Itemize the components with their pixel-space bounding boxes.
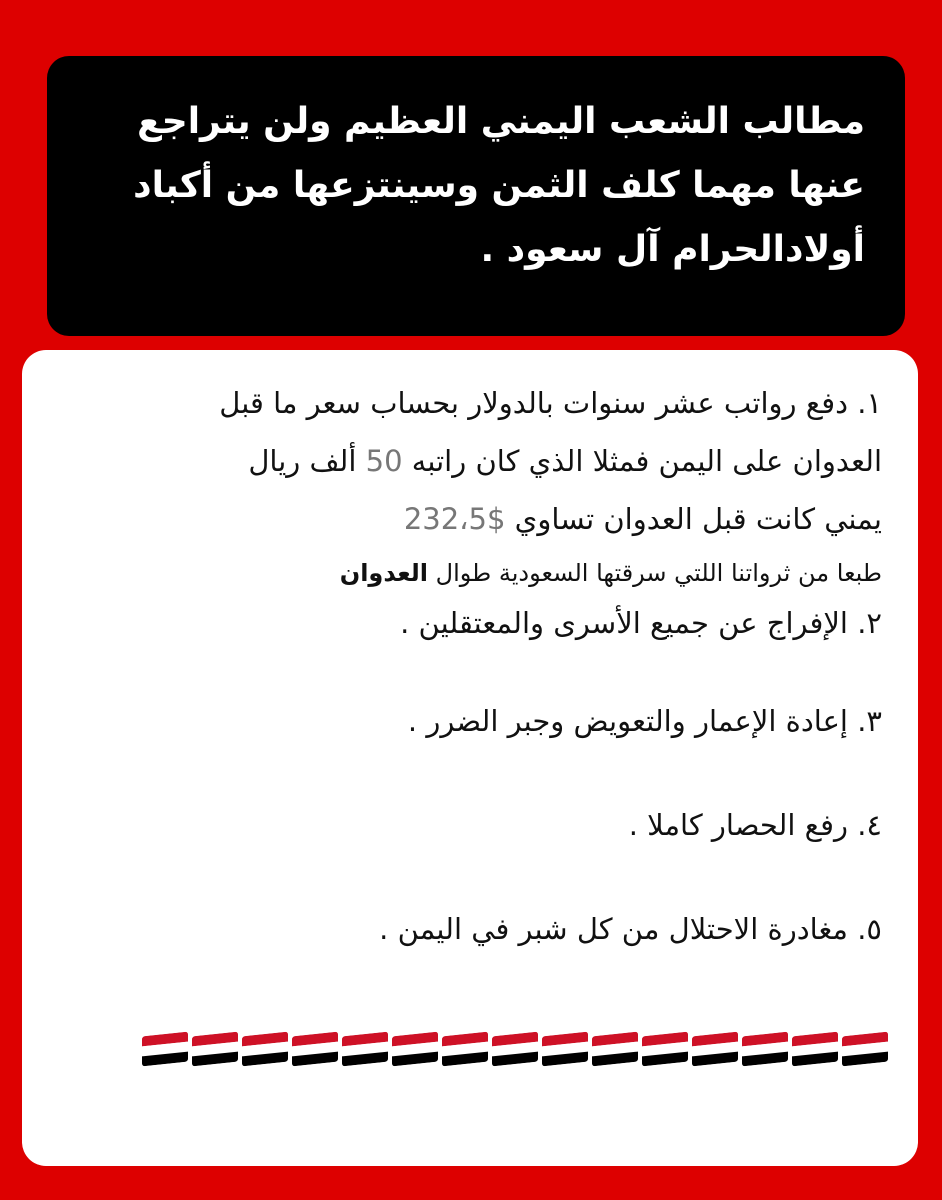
- yemen-flag-icon: [142, 1032, 188, 1067]
- demands-card: [22, 350, 918, 1166]
- header-line-3: أولادالحرام آل سعود .: [480, 229, 865, 270]
- header-banner: [47, 56, 905, 336]
- item1-line1: ١. دفع رواتب عشر سنوات بالدولار بحساب سعر ما قبل: [219, 386, 882, 420]
- yemen-flag-icon: [642, 1032, 688, 1067]
- item1-dollar-amount: 232،5$: [403, 502, 506, 536]
- item1-line4: [50, 548, 882, 598]
- item1-line2-before: العدوان على اليمن فمثلا الذي كان راتبه: [402, 444, 882, 478]
- yemen-flag-icon: [742, 1032, 788, 1067]
- yemen-flag-icon: [492, 1032, 538, 1067]
- item1-line3-before: يمني كانت قبل العدوان تساوي: [505, 502, 882, 536]
- demands-list: [50, 374, 882, 954]
- header-line-1: مطالب الشعب اليمني العظيم ولن يتراجع: [137, 101, 865, 142]
- item1-line4-bold: العدوان: [339, 559, 428, 587]
- yemen-flag-icon: [392, 1032, 438, 1067]
- yemen-flag-icon: [242, 1032, 288, 1067]
- yemen-flag-icon: [542, 1032, 588, 1067]
- header-line-2: عنها مهما كلف الثمن وسينتزعها من أكباد: [133, 165, 865, 206]
- yemen-flag-icon: [842, 1032, 888, 1067]
- item1-line2-after: ألف ريال: [248, 444, 366, 478]
- yemen-flag-icon: [692, 1032, 738, 1067]
- yemen-flag-icon: [292, 1032, 338, 1067]
- item1-line2: [50, 432, 882, 490]
- yemen-flag-icon: [342, 1032, 388, 1067]
- item1-line3: [50, 490, 882, 548]
- yemen-flag-icon: [792, 1032, 838, 1067]
- demand-item-5: ٥. مغادرة الاحتلال من كل شبر في اليمن .: [379, 912, 882, 946]
- yemen-flags-row: [142, 1034, 888, 1064]
- demand-item-2: ٢. الإفراج عن جميع الأسرى والمعتقلين .: [400, 606, 882, 640]
- yemen-flag-icon: [192, 1032, 238, 1067]
- item1-salary-number: 50: [365, 444, 403, 478]
- item1-line4-before: طبعا من ثرواتنا اللتي سرقتها السعودية طوال: [428, 559, 882, 587]
- yemen-flag-icon: [442, 1032, 488, 1067]
- demand-item-4: ٤. رفع الحصار كاملا .: [628, 808, 882, 842]
- yemen-flag-icon: [592, 1032, 638, 1067]
- demand-item-3: ٣. إعادة الإعمار والتعويض وجبر الضرر .: [407, 704, 882, 738]
